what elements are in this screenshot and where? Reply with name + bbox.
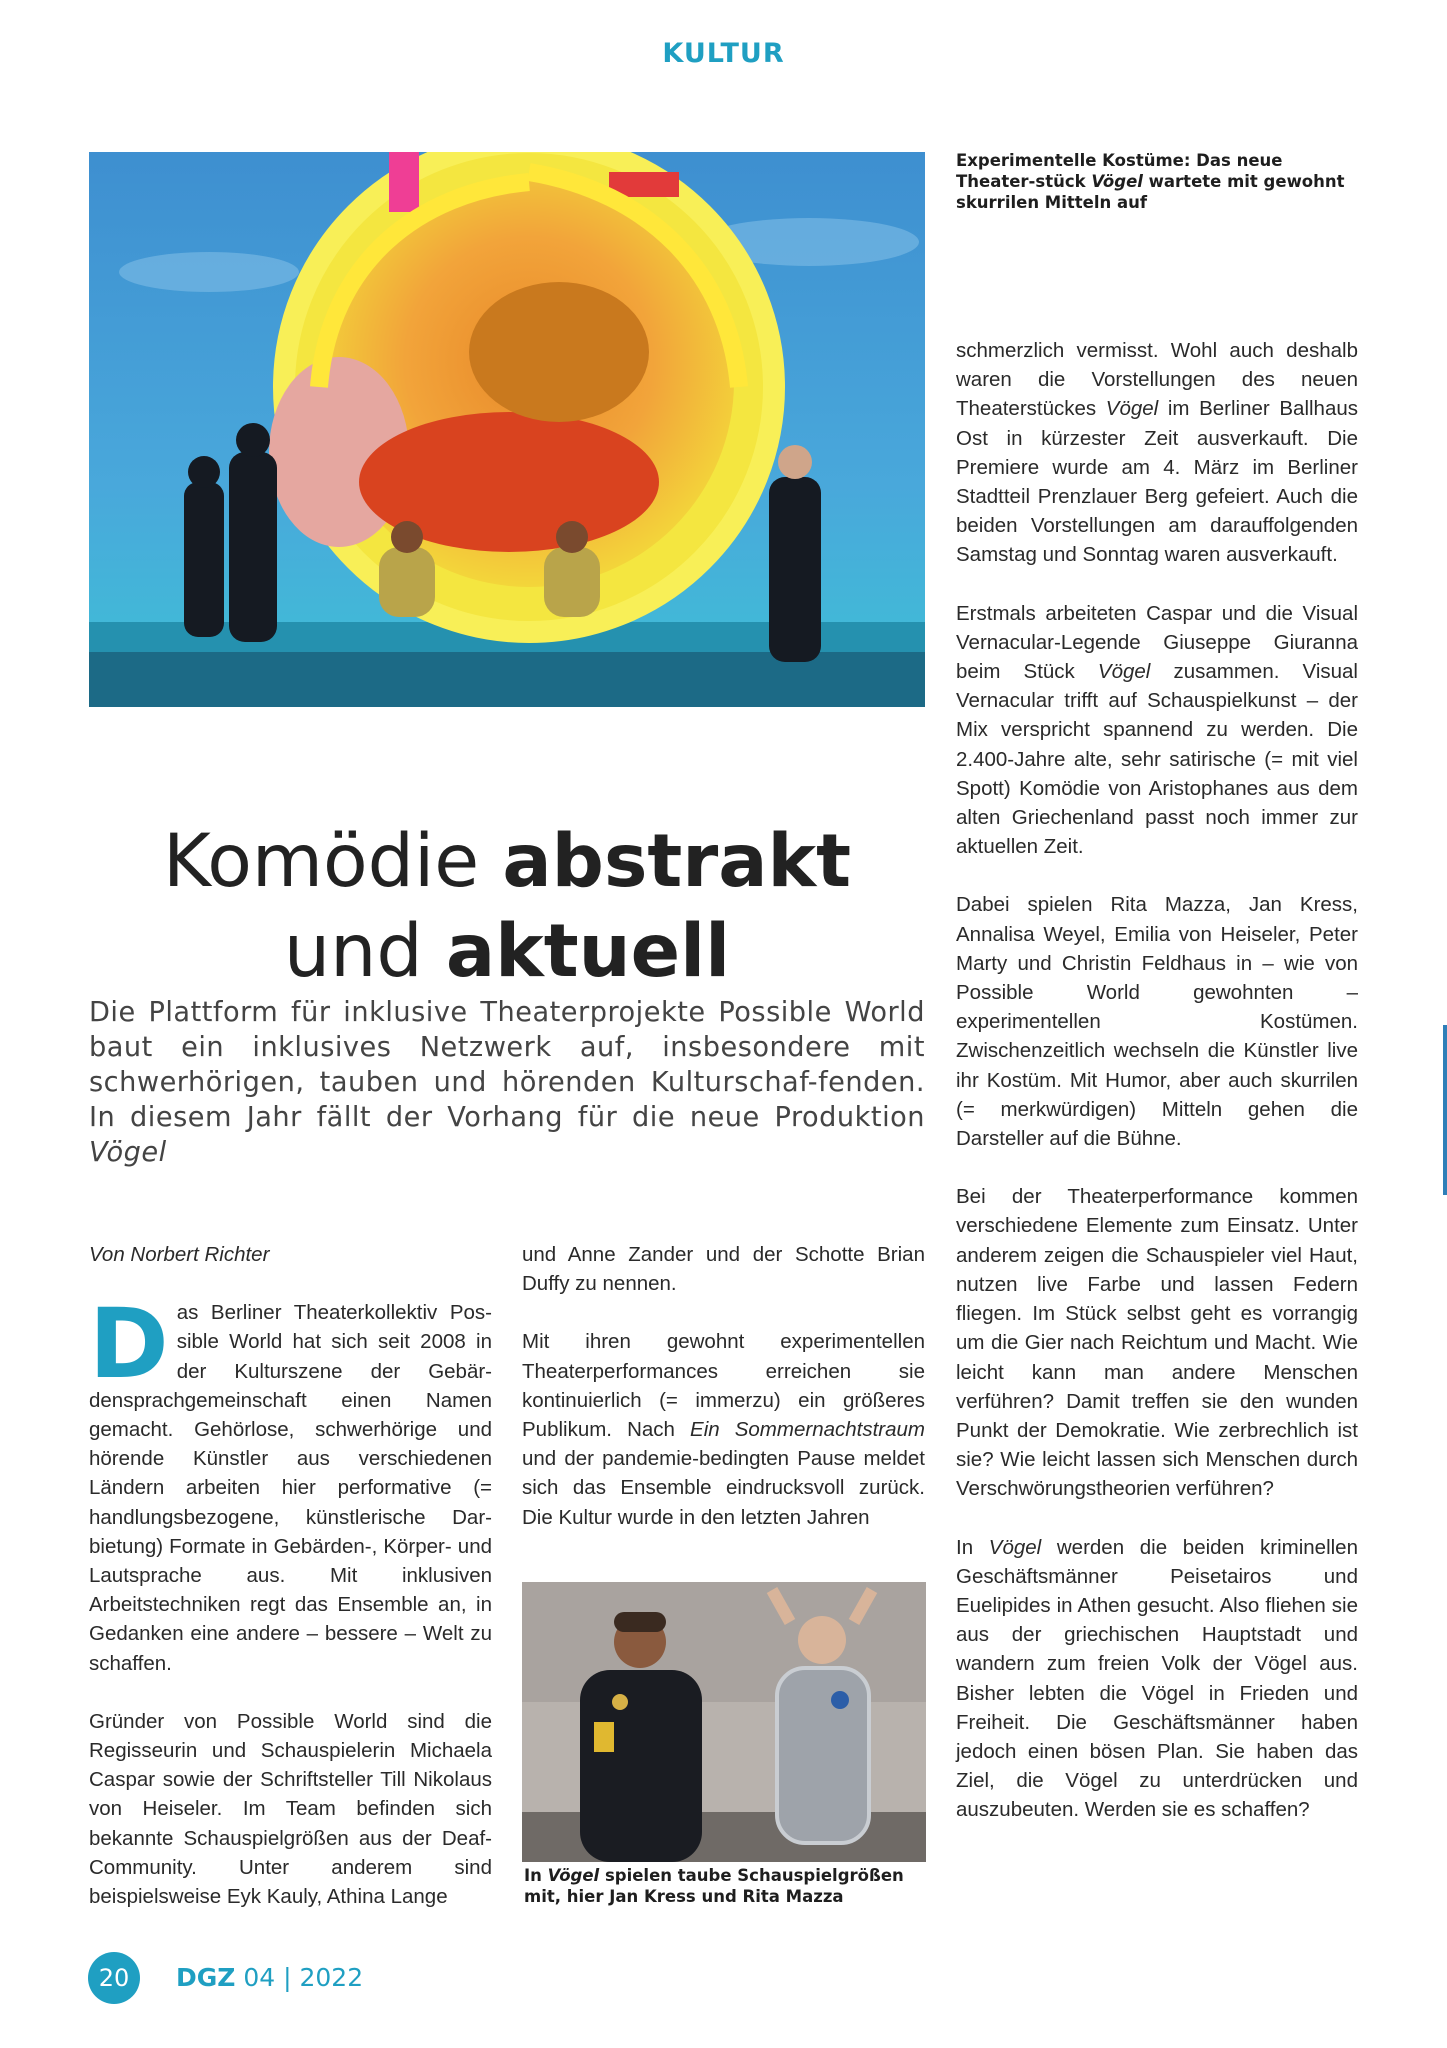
stage-photo — [89, 152, 925, 707]
photo-caption-small: In Vögel spielen taube Schauspielgrößen mit, hier Jan Kress und Rita Mazza — [524, 1866, 904, 1906]
article-column-1 — [89, 1240, 492, 1940]
byline: Von Norbert Richter — [89, 1243, 270, 1266]
paragraph: Das Berliner Theaterkollektiv Pos-sible World hat sich seit 2008 in der Kulturszene der Gebär-densprachgemeinschaft einen Namen gemacht. Gehörlose, schwerhörige und hörende Künstler aus verschiedenen Ländern arbeiten hier performative (= handlungsbezogene, künstlerische Dar-bietung) Formate in Gebärden-, Körper- und Lautsprache aus. Mit inklusiven Arbeitstechniken regt das Ensemble an, in Gedanken eine andere – bessere – Welt zu schaffen. — [89, 1288, 492, 1675]
paragraph: schmerzlich vermisst. Wohl auch deshalb waren die Vorstellungen des neuen Theaterstückes Vögel im Berliner Ballhaus Ost in kürzester Zeit ausverkauft. Die Premiere wurde am 4. März im Berliner Stadtteil Prenzlauer Berg gefeiert. Auch die beiden Vorstellungen am darauffolgenden Samstag und Sonntag waren ausverkauft. — [956, 339, 1359, 567]
paragraph: In Vögel werden die beiden kriminellen Geschäftsmänner Peisetairos und Euelipides in Athen gesucht. Also fliehen sie aus der griechischen Hauptstadt und wandern zum freien Volk der Vögel aus. Bisher lebten die Vögel in Frieden und Freiheit. Die Geschäftsmänner haben jedoch einen bösen Plan. Sie haben das Ziel, die Vögel zu unterdrücken und auszubeuten. Werden sie es schaffen? — [956, 1535, 1358, 1822]
paragraph: und Anne Zander und der Schotte Brian Duffy zu nennen. — [522, 1243, 925, 1296]
drop-cap: D — [89, 1288, 169, 1401]
paragraph: Dabei spielen Rita Mazza, Jan Kress, Annalisa Weyel, Emilia von Heiseler, Peter Marty und Christin Feldhaus in – wie von Possible World gewohnten – experimentellen Kostümen. Zwischenzeitlich wechseln die Künstler live ihr Kostüm. Mit Humor, aber auch skurrilen (= merkwürdigen) Mitteln gehen die Darsteller auf die Bühne. — [956, 893, 1358, 1151]
article-column-2 — [522, 1240, 925, 1561]
paragraph: Gründer von Possible World sind die Regisseurin und Schauspielerin Michaela Caspar sowie der Schriftsteller Till Nikolaus von Heiseler. Im Team befinden sich bekannte Schauspielgrößen aus der Deaf-Community. Unter anderem sind beispielsweise Eyk Kauly, Athina Lange — [89, 1709, 492, 1909]
photo-caption-main: Experimentelle Kostüme: Das neue Theater-stück Vögel wartete mit gewohnt skurrilen Mitteln auf — [956, 151, 1345, 212]
section-label: KULTUR — [662, 38, 785, 69]
magazine-issue: DGZ 04 | 2022 — [176, 1963, 364, 1992]
article-lead: Die Plattform für inklusive Theaterprojekte Possible World baut ein inklusives Netzwerk auf, insbesondere mit schwerhörigen, tauben und hörenden Kulturschaf-fenden. In diesem Jahr fällt der Vorhang für die neue Produktion Vögel — [89, 997, 925, 1168]
performers-photo — [522, 1582, 926, 1862]
page-number: 20 — [88, 1952, 140, 2004]
page-edge-marker — [1443, 1025, 1447, 1195]
article-headline: Komödie abstrakt und aktuell — [163, 818, 851, 994]
paragraph: Bei der Theaterperformance kommen verschiedene Elemente zum Einsatz. Unter anderem zeigen die Schauspieler viel Haut, nutzen live Farbe und lassen Federn fliegen. Im Stück selbst geht es vorrangig um die Gier nach Reichtum und Macht. Wie leicht kann man andere Menschen verführen? Damit treffen sie den wunden Punkt der Demokratie. Wie zerbrechlich ist sie? Wie leicht lassen sich Menschen durch Verschwörungstheorien verführen? — [956, 1185, 1358, 1501]
paragraph: Erstmals arbeiteten Caspar und die Visual Vernacular-Legende Giuseppe Giuranna beim Stück Vögel zusammen. Visual Vernacular trifft auf Schauspielkunst – der Mix verspricht spannend zu werden. Die 2.400-Jahre alte, sehr satirische (= mit viel Spott) Komödie von Aristophanes aus dem alten Griechenland passt noch immer zur aktuellen Zeit. — [956, 601, 1358, 859]
paragraph: Mit ihren gewohnt experimentellen Theaterperformances erreichen sie kontinuierlich (= immerzu) ein größeres Publikum. Nach Ein Sommernachtstraum und der pandemie-bedingten Pause meldet sich das Ensemble eindrucksvoll zurück. Die Kultur wurde in den letzten Jahren — [522, 1330, 925, 1529]
article-column-3 — [956, 336, 1358, 1854]
